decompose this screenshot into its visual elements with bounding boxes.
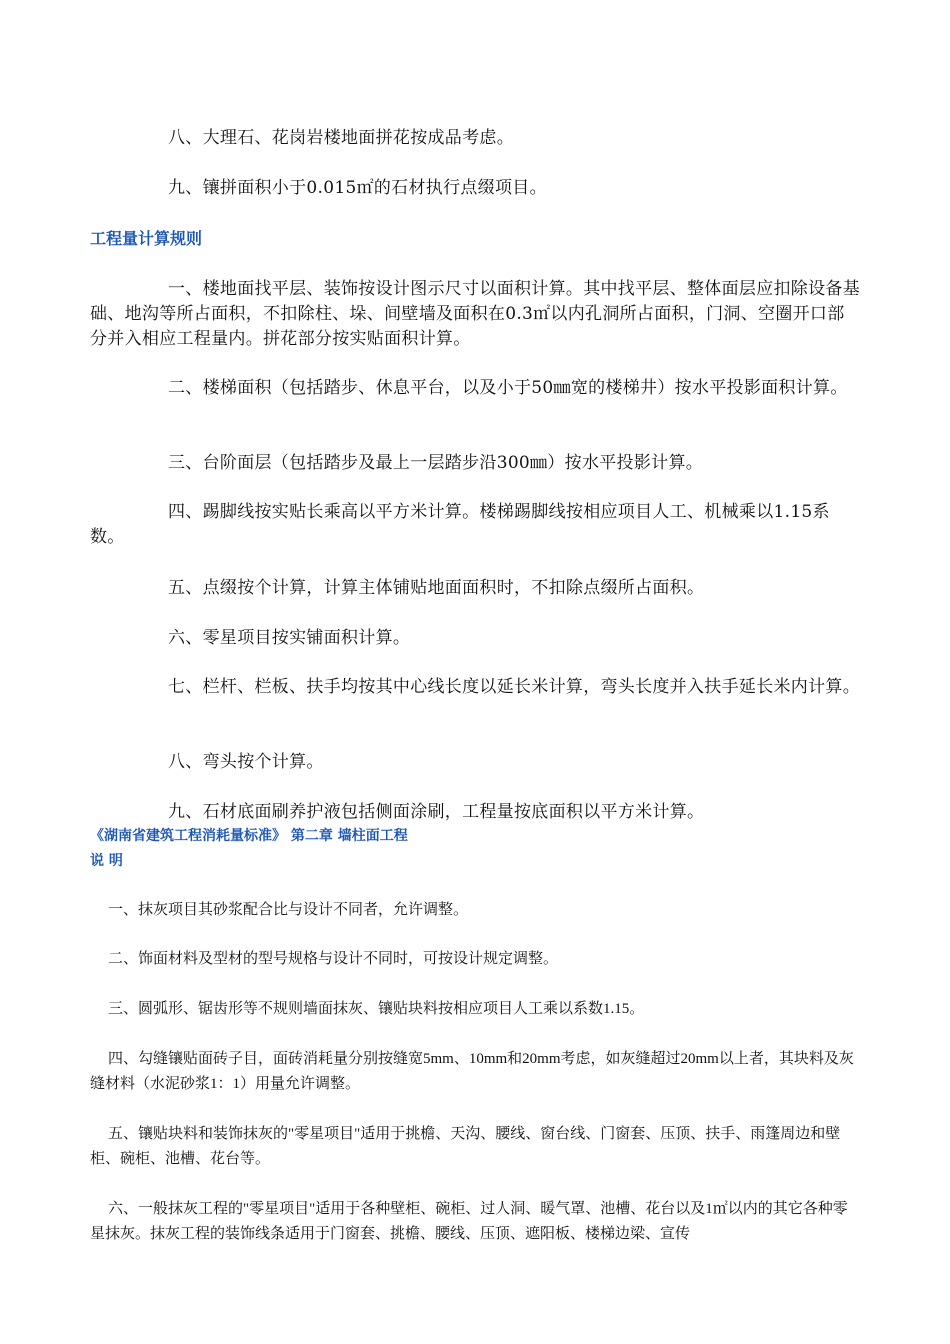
paragraph-inlay-area: 九、镶拼面积小于0.015㎡的石材执行点缀项目。 xyxy=(168,178,547,198)
explanation-heading: 说 明 xyxy=(90,853,123,869)
explanation-paragraph-3: 三、圆弧形、锯齿形等不规则墙面抹灰、镶贴块料按相应项目人工乘以系数1.15。 xyxy=(108,1001,645,1017)
explanation-paragraph-4: 四、勾缝镶贴面砖子目，面砖消耗量分别按缝宽5mm、10mm和20mm考虑，如灰缝超过20mm以上者，其块料及灰缝材料（水泥砂浆1：1）用量允许调整。 xyxy=(90,1051,854,1092)
rule-paragraph-5: 五、点缀按个计算，计算主体铺贴地面面积时，不扣除点缀所占面积。 xyxy=(168,578,705,598)
explanation-paragraph-1: 一、抹灰项目其砂浆配合比与设计不同者，允许调整。 xyxy=(108,902,469,918)
rule-paragraph-4: 四、踢脚线按实贴长乘高以平方米计算。楼梯踢脚线按相应项目人工、机械乘以1.15系数。 xyxy=(90,502,830,547)
explanation-paragraph-5: 五、镶贴块料和装饰抹灰的"零星项目"适用于挑檐、天沟、腰线、窗台线、门窗套、压顶、扶手、雨篷周边和壁柜、碗柜、池槽、花台等。 xyxy=(90,1126,841,1167)
explanation-paragraph-6: 六、一般抹灰工程的"零星项目"适用于各种壁柜、碗柜、过人洞、暖气罩、池槽、花台以及1㎡以内的其它各种零星抹灰。抹灰工程的装饰线条适用于门窗套、挑檐、腰线、压顶、遮阳板、楼梯边梁、宣传 xyxy=(90,1201,848,1242)
rule-paragraph-3: 三、台阶面层（包括踏步及最上一层踏步沿300㎜）按水平投影计算。 xyxy=(168,453,704,473)
rule-paragraph-8: 八、弯头按个计算。 xyxy=(168,752,324,772)
rule-paragraph-1: 一、楼地面找平层、装饰按设计图示尺寸以面积计算。其中找平层、整体面层应扣除设备基础、地沟等所占面积，不扣除柱、垛、间壁墙及面积在0.3㎡以内孔洞所占面积，门洞、空圈开口部分并入相应工程量内。拼花部分按实贴面积计算。 xyxy=(90,279,860,349)
rule-paragraph-9: 九、石材底面刷养护液包括侧面涂刷，工程量按底面积以平方米计算。 xyxy=(168,802,705,822)
paragraph-marble-pattern: 八、大理石、花岗岩楼地面拼花按成品考虑。 xyxy=(168,128,514,148)
rule-paragraph-7: 七、栏杆、栏板、扶手均按其中心线长度以延长米计算，弯头长度并入扶手延长米内计算。 xyxy=(168,677,860,697)
rules-heading: 工程量计算规则 xyxy=(90,229,203,248)
chapter-title: 《湖南省建筑工程消耗量标准》 第二章 墙柱面工程 xyxy=(90,828,408,844)
rule-paragraph-2: 二、楼梯面积（包括踏步、休息平台，以及小于50㎜宽的楼梯井）按水平投影面积计算。 xyxy=(168,378,848,398)
explanation-paragraph-2: 二、饰面材料及型材的型号规格与设计不同时，可按设计规定调整。 xyxy=(108,951,559,967)
rule-paragraph-6: 六、零星项目按实铺面积计算。 xyxy=(168,628,411,648)
